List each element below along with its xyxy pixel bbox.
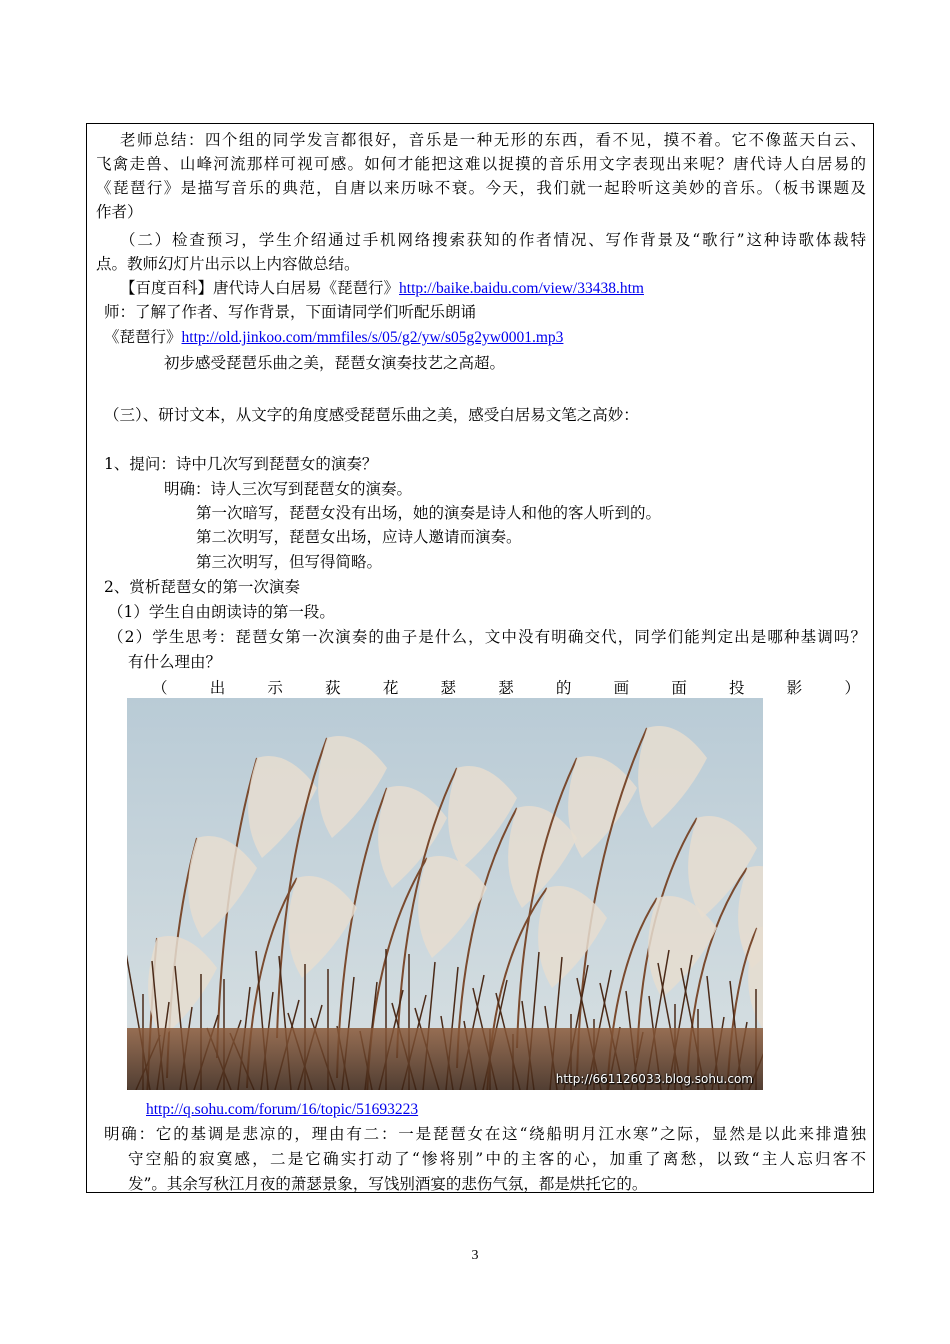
text-line: 初步感受琵琶乐曲之美，琵琶女演奏技艺之高超。	[164, 354, 506, 372]
text-line: 明确：它的基调是悲凉的，理由有二：一是琵琶女在这“绕船明月江水寒”之际，显然是以此来排遣独	[104, 1125, 866, 1143]
text-line: 师：了解了作者、写作背景，下面请同学们听配乐朗诵	[104, 303, 477, 321]
caption-char: 投	[729, 679, 745, 697]
text-line: 发”。其余写秋江月夜的萧瑟景象，写饯别酒宴的悲伤气氛，都是烘托它的。	[128, 1175, 648, 1193]
section-heading: （三）、研讨文本，从文字的角度感受琵琶乐曲之美，感受白居易文笔之高妙：	[104, 406, 639, 424]
question-heading: 1、提问：诗中几次写到琵琶女的演奏？	[104, 455, 378, 473]
text-line: 飞禽走兽、山峰河流那样可视可感。如何才能把这难以捉摸的音乐用文字表现出来呢？唐代诗人白居易的	[96, 155, 866, 173]
poem-title: 《琵琶行》	[104, 328, 182, 346]
text-line: 《琵琶行》是描写音乐的典范，自唐以来历咏不衰。今天，我们就一起聆听这美妙的音乐。（板书课题及	[96, 179, 866, 197]
text-line: （1）学生自由朗读诗的第一段。	[108, 603, 335, 621]
text-line: 老师总结：四个组的同学发言都很好，音乐是一种无形的东西，看不见，摸不着。它不像蓝天白云、	[120, 131, 866, 149]
text-line: （2）学生思考：琵琶女第一次演奏的曲子是什么，文中没有明确交代，同学们能判定出是哪种基调吗？	[108, 628, 866, 646]
caption-char: 面	[671, 679, 687, 697]
photo-watermark: http://661126033.blog.sohu.com	[555, 1072, 753, 1086]
baike-label: 【百度百科】唐代诗人白居易《琵琶行》	[120, 279, 400, 297]
text-line: （二）检查预习，学生介绍通过手机网络搜索获知的作者情况、写作背景及“歌行”这种诗歌体裁特	[120, 231, 866, 249]
reed-illustration	[127, 698, 763, 1090]
recitation-audio-link[interactable]: http://old.jinkoo.com/mmfiles/s/05/g2/yw/s05g2yw0001.mp3	[181, 329, 564, 346]
caption-char: 示	[267, 679, 283, 697]
caption-char: （	[152, 679, 168, 697]
caption-char: ）	[844, 679, 860, 697]
caption-char: 出	[209, 679, 226, 697]
photo-caption	[152, 676, 860, 700]
caption-char: 瑟	[440, 679, 457, 697]
text-line: 明确：诗人三次写到琵琶女的演奏。	[164, 480, 413, 498]
photo-source-link[interactable]: http://q.sohu.com/forum/16/topic/51693223	[146, 1101, 419, 1118]
text-line: 作者）	[96, 203, 143, 221]
text-line: 第一次暗写，琵琶女没有出场，她的演奏是诗人和他的客人听到的。	[196, 504, 662, 522]
reed-flowers-photo	[127, 698, 763, 1090]
caption-char: 的	[555, 679, 572, 697]
text-line: 第二次明写，琵琶女出场，应诗人邀请而演奏。	[196, 528, 522, 546]
baike-link[interactable]: http://baike.baidu.com/view/33438.htm	[399, 280, 644, 297]
caption-char: 画	[613, 679, 630, 697]
text-line	[146, 1097, 418, 1122]
caption-char: 花	[382, 679, 399, 697]
text-line	[120, 276, 644, 301]
caption-char: 荻	[325, 679, 341, 697]
caption-char: 影	[786, 679, 803, 697]
text-line	[104, 325, 563, 350]
question-heading: 2、赏析琵琶女的第一次演奏	[104, 578, 300, 596]
page-number: 3	[471, 1248, 479, 1263]
caption-char: 瑟	[498, 679, 514, 697]
text-line: 第三次明写，但写得简略。	[196, 553, 383, 571]
text-line: 有什么理由？	[128, 653, 222, 671]
text-line: 守空船的寂寞感，二是它确实打动了“惨将别”中的主客的心，加重了离愁，以致“主人忘归客不	[128, 1150, 866, 1168]
text-line: 点。教师幻灯片出示以上内容做总结。	[96, 255, 360, 273]
